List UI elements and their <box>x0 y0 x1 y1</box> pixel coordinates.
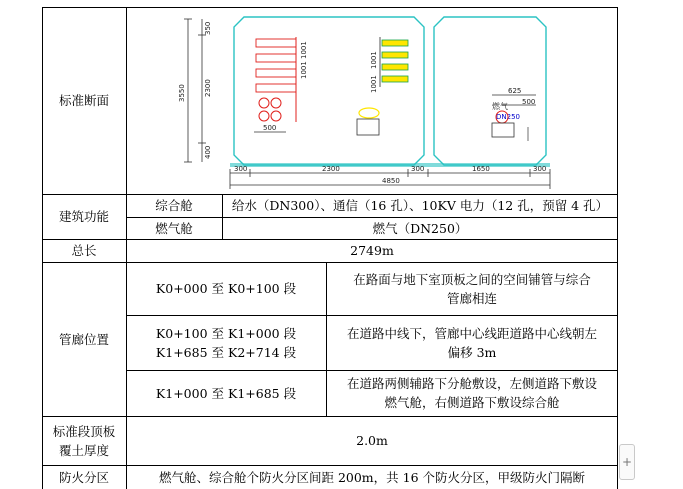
comms-tray <box>382 40 408 46</box>
segment-3-text: K1+000 至 K1+685 段 <box>155 385 297 401</box>
comms-tray <box>382 76 408 82</box>
gas-compartment-value-text: 燃气（DN250） <box>372 220 468 236</box>
label-gallery-location-text: 管廊位置 <box>58 331 109 347</box>
cross-section-svg <box>126 7 618 194</box>
rack-tier <box>256 69 296 77</box>
cable-circle <box>259 111 269 121</box>
cross-section-drawing <box>126 7 618 194</box>
total-length-value <box>126 239 618 262</box>
label-gallery-location <box>42 262 126 416</box>
segment-1-description-line2: 管廊相连 <box>446 290 497 306</box>
label-cover-thickness <box>42 416 126 465</box>
gap-dim-text: 1001 <box>300 41 308 59</box>
label-standard-section <box>42 7 126 194</box>
label-total-length <box>42 239 126 262</box>
fire-zones-value <box>126 465 618 489</box>
rack-tier <box>256 84 296 92</box>
combined-compartment-name <box>126 194 222 217</box>
bottom-dim-text: 300 <box>533 165 547 173</box>
gas-compartment-outline <box>434 17 546 165</box>
segment-3-description <box>326 370 618 416</box>
comms-tray <box>382 64 408 70</box>
dim-500-text: 500 <box>263 124 277 132</box>
base-slab <box>230 163 550 167</box>
segment-1-text: K0+000 至 K0+100 段 <box>155 281 297 296</box>
water-pipe <box>359 108 379 118</box>
combined-compartment-name-text: 综合舱 <box>155 198 193 213</box>
label-fire-zones-text: 防火分区 <box>58 469 109 485</box>
segment-3-description-line1: 在道路两侧辅路下分舱敷设，左侧道路下敷设 <box>346 376 597 391</box>
label-cover-thickness-line2: 覆土厚度 <box>58 442 109 458</box>
gas-pipe-text: DN250 <box>496 113 520 121</box>
comms-tray <box>382 52 408 58</box>
segment-2-description-line2: 偏移 3m <box>447 344 497 360</box>
gap-dim-text: 1001 <box>370 51 378 69</box>
segment-2-description-line1: 在道路中线下，管廊中心线距道路中心线朝左 <box>346 325 597 341</box>
gas-dim-500-text: 500 <box>522 98 536 106</box>
cover-thickness-value <box>126 416 618 465</box>
plus-icon: + <box>621 455 633 469</box>
gas-compartment-name <box>126 217 222 239</box>
total-length-value-text: 2749m <box>350 243 394 258</box>
label-cover-thickness-line1: 标准段顶板 <box>52 423 116 439</box>
combined-compartment-value-text: 给水（DN300）、通信（16 孔）、10KV 电力（12 孔，预留 4 孔） <box>231 198 609 213</box>
bottom-dim-text: 300 <box>234 165 248 173</box>
segment-2-line2: K1+685 至 K2+714 段 <box>155 344 297 360</box>
cable-circle <box>271 111 281 121</box>
combined-compartment-value <box>222 194 618 217</box>
segment-1-description <box>326 262 618 315</box>
label-standard-section-text: 标准断面 <box>58 93 109 108</box>
gas-dim-625-text: 625 <box>508 87 522 95</box>
cover-thickness-value-text: 2.0m <box>356 433 388 448</box>
dim-total-text: 3550 <box>178 84 186 102</box>
bottom-dim-text: 300 <box>411 165 425 173</box>
segment-2-line1: K0+100 至 K1+000 段 <box>155 325 297 341</box>
cable-circle <box>259 98 269 108</box>
bottom-dim-text: 1650 <box>472 165 490 173</box>
comms-cable-rack <box>380 37 408 87</box>
gas-compartment-name-text: 燃气舱 <box>155 220 193 236</box>
gap-dim-text: 1001 <box>370 75 378 93</box>
expand-button[interactable] <box>619 444 635 480</box>
label-fire-zones <box>42 465 126 489</box>
gas-pipe-support <box>492 123 514 137</box>
fire-zones-value-text: 燃气舱、综合舱个防火分区间距 200m，共 16 个防火分区，甲级防火门隔断 <box>158 469 586 485</box>
label-building-function-text: 建筑功能 <box>58 209 109 224</box>
gap-dim-text: 1001 <box>300 61 308 79</box>
dim-bottom-text: 400 <box>204 145 212 159</box>
label-total-length-text: 总长 <box>71 243 97 258</box>
segment-1 <box>126 262 326 315</box>
dim-top-text: 350 <box>204 21 212 35</box>
rack-tier <box>256 39 296 47</box>
segment-2-description <box>326 315 618 370</box>
gas-compartment-value <box>222 217 618 239</box>
segment-3-description-line2: 燃气舱，右侧道路下敷设综合舱 <box>384 395 560 410</box>
label-building-function <box>42 194 126 239</box>
segment-2 <box>126 315 326 370</box>
cable-circle <box>271 98 281 108</box>
rack-tier <box>256 54 296 62</box>
segment-1-description-line1: 在路面与地下室顶板之间的空间铺管与综合 <box>353 271 591 287</box>
dim-middle-text: 2300 <box>204 79 212 97</box>
power-cable-rack <box>256 37 296 122</box>
bottom-total-text: 4850 <box>382 177 400 185</box>
bottom-dim-text: 2300 <box>322 165 340 173</box>
water-pipe-support <box>357 119 379 135</box>
segment-3 <box>126 370 326 416</box>
gas-label-text: 燃气 <box>492 102 508 111</box>
